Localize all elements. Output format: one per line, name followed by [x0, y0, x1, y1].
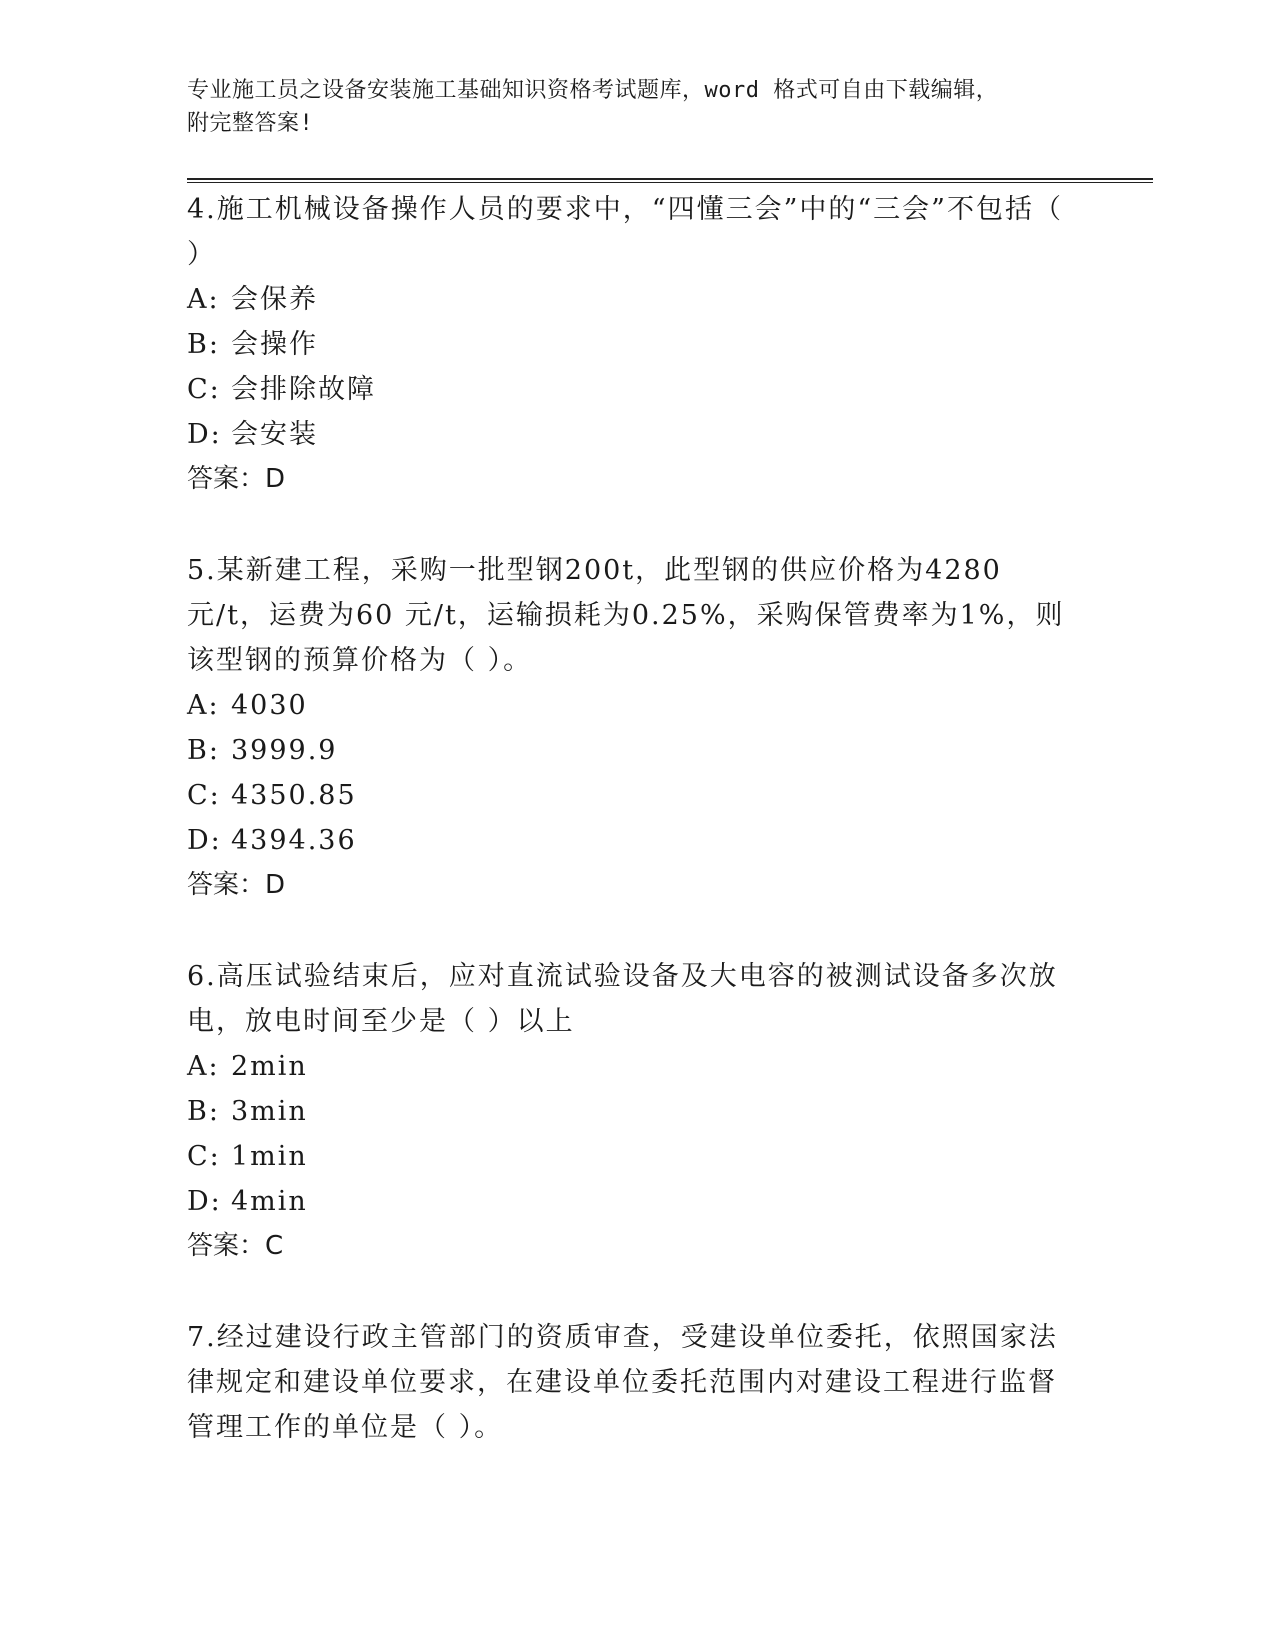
header-line-1: 专业施工员之设备安装施工基础知识资格考试题库，word 格式可自由下载编辑， — [187, 78, 999, 103]
option-key: C: — [187, 1141, 221, 1172]
answer-line: 答案：D — [187, 870, 286, 900]
option-text: 会排除故障 — [231, 374, 376, 405]
question-stem: 4.施工机械设备操作人员的要求中，“四懂三会”中的“三会”不包括（ ） — [187, 194, 1063, 270]
option-key: A: — [187, 690, 220, 721]
option-key: B: — [187, 735, 220, 766]
option-b — [187, 728, 1067, 773]
answer-line: 答案：D — [187, 464, 286, 494]
option-text: 会操作 — [231, 329, 318, 360]
question-6 — [187, 954, 1067, 1269]
option-c — [187, 773, 1067, 818]
option-key: D: — [187, 419, 222, 450]
option-c — [187, 1134, 1067, 1179]
option-text: 3min — [231, 1096, 308, 1127]
question-stem: 7.经过建设行政主管部门的资质审查，受建设单位委托，依照国家法律规定和建设单位要求，在建设单位委托范围内对建设工程进行监督管理工作的单位是（ ）。 — [187, 1322, 1058, 1443]
option-text: 4min — [231, 1186, 308, 1217]
answer-line: 答案：C — [187, 1231, 284, 1261]
document-header — [187, 74, 1067, 140]
option-d — [187, 818, 1067, 863]
question-4 — [187, 187, 1067, 502]
option-b — [187, 322, 1067, 367]
option-key: B: — [187, 329, 220, 360]
option-key: D: — [187, 825, 222, 856]
option-a — [187, 683, 1067, 728]
option-key: D: — [187, 1186, 222, 1217]
option-a — [187, 1044, 1067, 1089]
header-divider — [187, 178, 1153, 183]
option-key: A: — [187, 1051, 220, 1082]
option-c — [187, 367, 1067, 412]
option-key: C: — [187, 780, 221, 811]
question-7 — [187, 1315, 1067, 1450]
option-key: A: — [187, 284, 220, 315]
option-text: 会安装 — [231, 419, 318, 450]
option-text: 会保养 — [231, 284, 318, 315]
option-a — [187, 277, 1067, 322]
question-stem: 5.某新建工程，采购一批型钢200t，此型钢的供应价格为4280 元/t，运费为60 元/t，运输损耗为0.25%，采购保管费率为1%，则该型钢的预算价格为（ ）。 — [187, 555, 1065, 676]
option-text: 4030 — [231, 690, 308, 721]
option-text: 1min — [231, 1141, 308, 1172]
option-b — [187, 1089, 1067, 1134]
question-5 — [187, 548, 1067, 908]
option-d — [187, 1179, 1067, 1224]
option-text: 2min — [231, 1051, 308, 1082]
header-line-2: 附完整答案! — [187, 111, 314, 136]
option-text: 4350.85 — [231, 780, 357, 811]
option-key: C: — [187, 374, 221, 405]
question-list — [187, 187, 1067, 1496]
option-text: 4394.36 — [231, 825, 357, 856]
option-text: 3999.9 — [231, 735, 338, 766]
option-key: B: — [187, 1096, 220, 1127]
question-stem: 6.高压试验结束后，应对直流试验设备及大电容的被测试设备多次放电，放电时间至少是（ ）以上 — [187, 961, 1058, 1037]
option-d — [187, 412, 1067, 457]
